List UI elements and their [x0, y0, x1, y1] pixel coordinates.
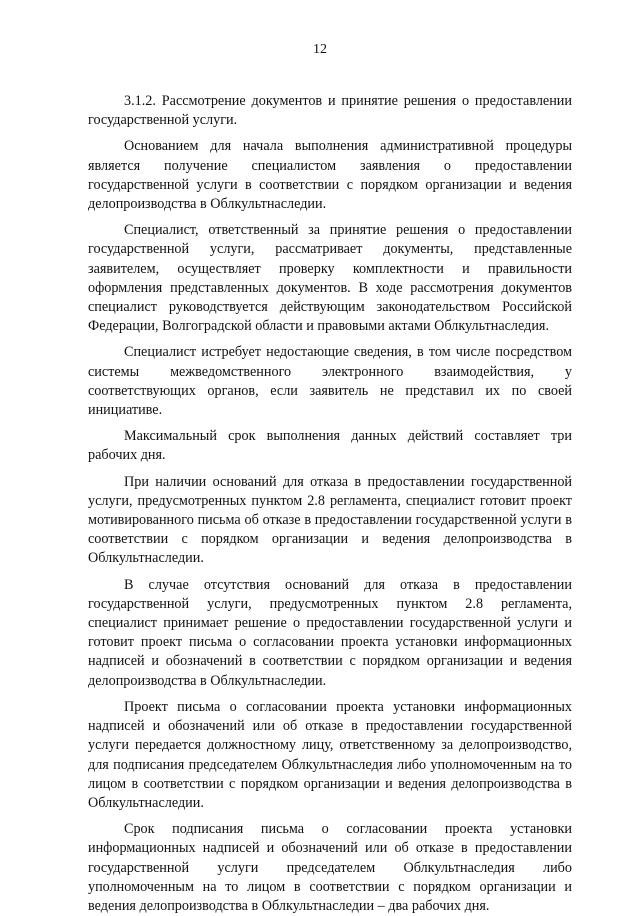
- paragraph: Срок подписания письма о согласовании проекта установки информационных надписей и обозначений или об отказе в предоставлении государственной услуги председателем Облкультнаследия либо уполномоченным на то лицом в соответствии с порядком организации и ведения делопроизводства в Облкультнаследии – два рабочих дня.: [88, 821, 572, 914]
- paragraph: Максимальный срок выполнения данных действий составляет три рабочих дня.: [88, 428, 572, 464]
- paragraph: Специалист, ответственный за принятие решения о предоставлении государственной услуги, рассматривает документы, представленные заявителем, осуществляет проверку комплектности и правильности оформления представленных документов. В ходе рассмотрения документов специалист руководствуется действующим законодательством Российской Федерации, Волгоградской области и правовыми актами Облкультнаследия.: [88, 222, 572, 335]
- paragraph: При наличии оснований для отказа в предоставлении государственной услуги, предусмотренных пунктом 2.8 регламента, специалист готовит проект мотивированного письма об отказе в предоставлении государственной услуги в соответствии с порядком организации и ведения делопроизводства в Облкультнаследии.: [88, 473, 572, 567]
- document-body: [88, 92, 572, 916]
- paragraph: Основанием для начала выполнения административной процедуры является получение специалистом заявления о предоставлении государственной услуги в соответствии с порядком организации и ведения делопроизводства в Облкультнаследии.: [88, 138, 572, 213]
- page-number: 12: [313, 42, 327, 57]
- paragraph: В случае отсутствия оснований для отказа в предоставлении государственной услуги, предусмотренных пунктом 2.8 регламента, специалист принимает решение о предоставлении государственной услуги и готовит проект письма о согласовании проекта установки информационных надписей и обозначений в соответствии с порядком организации и ведения делопроизводства в Облкультнаследии.: [88, 576, 572, 689]
- paragraph: Специалист истребует недостающие сведения, в том числе посредством системы межведомственного электронного взаимодействия, у соответствующих органов, если заявитель не представил их по своей инициативе.: [88, 344, 572, 419]
- paragraph: Проект письма о согласовании проекта установки информационных надписей и обозначений или об отказе в предоставлении государственной услуги передается должностному лицу, ответственному за делопроизводство, для подписания председателем Облкультнаследия либо уполномоченным на то лицом в соответствии с порядком организации и ведения делопроизводства в Облкультнаследии.: [88, 698, 572, 811]
- paragraph-section-heading: 3.1.2. Рассмотрение документов и принятие решения о предоставлении государственной услуги.: [88, 93, 572, 129]
